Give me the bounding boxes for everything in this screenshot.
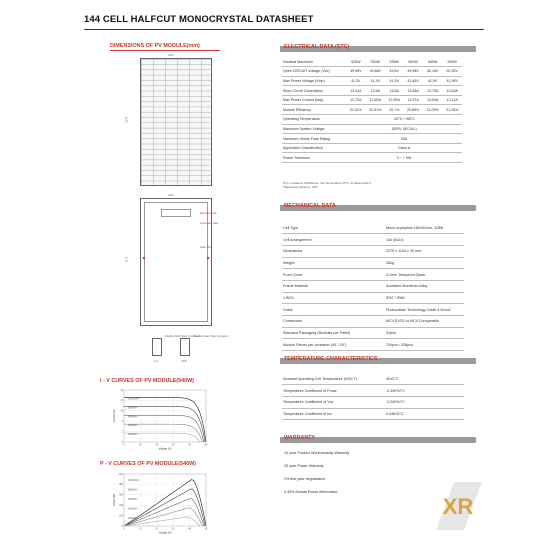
table-cell: Photovoltaic Technology Cable 4.0mm2 — [386, 304, 464, 316]
module-back-view — [140, 198, 212, 326]
table-cell: Short Circuit Current(Isc) — [282, 86, 346, 96]
table-cell: 13,68A — [403, 86, 423, 96]
table-row — [282, 292, 464, 304]
table-row — [282, 124, 462, 134]
y-axis-label: Power (W) — [113, 493, 116, 507]
table-cell: Front Cover — [282, 269, 386, 281]
table-cell: 21,28% — [442, 105, 462, 115]
table-cell: 535W — [385, 57, 403, 67]
table-row — [282, 408, 464, 420]
table-cell: Dimensions — [282, 245, 386, 257]
series-label: 400W/m² — [128, 507, 138, 511]
table-cell: 13,04A — [423, 95, 443, 105]
x-tick-label: 0 — [123, 528, 125, 531]
x-tick-label: 40 — [188, 444, 191, 447]
table-cell: 12,72A — [346, 95, 366, 105]
table-cell: Nominal Operating Cell Temperature (NOCT) — [282, 373, 386, 385]
table-cell: 540W — [403, 57, 423, 67]
stc-note-line: STC: Irradiance 1000W/m2, Cell Temperature 25°C, Air Mass AM1.5 — [283, 181, 371, 185]
table-cell: 12,80A — [366, 95, 386, 105]
table-cell: 50,35V — [442, 67, 462, 77]
table-cell: Module Pieces per container (40' / 20') — [282, 339, 386, 351]
table-cell: Maximum System Voltage — [282, 124, 346, 134]
table-cell: 25A — [346, 134, 462, 144]
series-label: 200W/m² — [128, 516, 138, 520]
table-cell: Weight — [282, 257, 386, 269]
x-tick-label: 10 — [139, 444, 142, 447]
table-cell: 41,4V — [366, 76, 386, 86]
table-row — [282, 95, 462, 105]
section-a-label: A-A — [154, 360, 159, 363]
table-cell: 20,7% — [385, 105, 403, 115]
table-cell: 530W — [366, 57, 386, 67]
table-row — [282, 269, 464, 281]
table-cell: 50,16V — [423, 67, 443, 77]
tolerance-note-line: *Measuring tolerance: ±3% — [283, 185, 318, 189]
table-cell: 41,8V — [423, 76, 443, 86]
frame-a-label: Double-Sided Tape Connector — [165, 335, 200, 338]
table-cell: 144 (6x24) — [386, 234, 464, 246]
y-tick-label: 13 — [120, 400, 123, 403]
table-cell: J-BOX — [282, 292, 386, 304]
series-label: 1000W/m² — [128, 397, 140, 401]
warranty-title: WARRANTY — [284, 435, 316, 441]
x-tick-label: 30 — [171, 444, 175, 447]
brand-logo — [430, 478, 486, 534]
table-cell: 12,97A — [403, 95, 423, 105]
table-cell: -0.350%/°C — [386, 385, 464, 397]
table-row — [282, 373, 464, 385]
table-row — [282, 245, 464, 257]
table-cell: 0.046%/°C — [386, 408, 464, 420]
x-tick-label: 50 — [204, 528, 208, 531]
table-cell: -0.260%/°C — [386, 396, 464, 408]
table-cell: Class A — [346, 143, 462, 153]
table-cell: Temperature Coefficient of Pmax — [282, 385, 386, 397]
table-cell: Module Efficiency — [282, 105, 346, 115]
x-tick-label: 0 — [123, 444, 125, 447]
x-axis-label: Voltage (V) — [158, 531, 172, 535]
dimensions-rule — [110, 50, 220, 51]
temperature-table — [282, 373, 464, 420]
x-tick-label: 50 — [204, 444, 208, 447]
table-cell: 13,6A — [385, 86, 403, 96]
table-row — [282, 396, 464, 408]
series-label: 800W/m² — [128, 488, 138, 492]
list-item: 10 year Product Workmanship Warranty — [284, 451, 350, 455]
table-cell: 1500V (IEC/UL) — [346, 124, 462, 134]
y-tick-label: 10 — [120, 410, 123, 413]
series-label: 600W/m² — [128, 498, 138, 502]
table-row — [282, 316, 464, 328]
table-cell: 49,58V — [346, 67, 366, 77]
table-cell: 13,11A — [442, 95, 462, 105]
table-row — [282, 143, 462, 153]
title-rule — [84, 29, 484, 30]
dim-top-label: 1134 — [168, 54, 174, 57]
table-cell: Cable — [282, 304, 386, 316]
table-cell: 12,89A — [385, 95, 403, 105]
electrical-table — [282, 57, 462, 163]
stc-note — [283, 181, 433, 189]
series-label: 200W/m² — [128, 433, 138, 437]
list-item: 2% first year degradation — [284, 477, 325, 481]
back-dim-top-label: 1134 — [168, 194, 174, 197]
table-cell: Connectors — [282, 316, 386, 328]
table-row — [282, 67, 462, 77]
table-cell: Power Tolerance — [282, 153, 346, 163]
table-cell: 28kg — [386, 257, 464, 269]
table-cell: Cell Type — [282, 222, 386, 234]
table-cell: 21,09% — [423, 105, 443, 115]
table-cell: Frame Material — [282, 280, 386, 292]
y-tick-label: 0 — [121, 525, 123, 528]
back-dim-side-label: 2279 — [125, 256, 129, 263]
table-cell: 550W — [442, 57, 462, 67]
table-cell: IP67 / IP68 — [386, 292, 464, 304]
table-cell: Application Classification — [282, 143, 346, 153]
table-cell: 41,96V — [442, 76, 462, 86]
table-row — [282, 86, 462, 96]
frame-section-b — [180, 338, 190, 356]
y-tick-label: 360 — [119, 494, 123, 497]
table-cell: 704pcs / 328pcs — [386, 339, 464, 351]
table-cell: Max Power Voltage (Vmp) — [282, 76, 346, 86]
table-cell: 13,83A — [442, 86, 462, 96]
logo-text: XR — [442, 494, 474, 519]
table-cell: 41,65V — [403, 76, 423, 86]
dim-side-label: 2279 — [125, 116, 129, 123]
y-tick-label: 16 — [120, 389, 123, 392]
table-row — [282, 115, 462, 125]
table-cell: 525W — [346, 57, 366, 67]
table-cell: Cell Arrangement — [282, 234, 386, 246]
y-tick-label: 600 — [119, 473, 123, 476]
table-cell: 545W — [423, 57, 443, 67]
table-cell: Temperature Coefficient of Isc — [282, 408, 386, 420]
module-front-view — [140, 58, 212, 186]
table-cell: Temperature Coefficient of Voc — [282, 396, 386, 408]
table-cell: 13,75A — [423, 86, 443, 96]
table-cell: MC4 EVO2 or MC4 Comparable — [386, 316, 464, 328]
table-row — [282, 153, 462, 163]
series-label: 600W/m² — [128, 415, 138, 419]
table-cell: 0 ~ + 5W — [346, 153, 462, 163]
table-row — [282, 234, 464, 246]
table-cell: 3.2mm Tempered Glass — [386, 269, 464, 281]
y-tick-label: 480 — [119, 484, 123, 487]
table-cell: Mono-crystalline 182x91mm, 11BB — [386, 222, 464, 234]
table-row — [282, 257, 464, 269]
iv-chart-title: I - V CURVES OF PV MODULE(540W) — [100, 378, 194, 384]
x-tick-label: 20 — [155, 444, 159, 447]
frame-b-label: Double-Sided Tape Connector — [194, 335, 229, 338]
table-cell: 32pcs — [386, 327, 464, 339]
y-tick-label: 6 — [121, 421, 123, 423]
table-cell: 20,51% — [366, 105, 386, 115]
table-row — [282, 327, 464, 339]
table-cell: Operating Temperature — [282, 115, 346, 125]
table-cell: 13,5A — [366, 86, 386, 96]
series-label: 400W/m² — [128, 424, 138, 428]
iv-chart — [112, 386, 224, 452]
table-cell: Nominal Maximum — [282, 57, 346, 67]
series-label: 800W/m² — [128, 406, 138, 410]
table-cell: -40°C~+85°C — [346, 115, 462, 125]
dimensions-title: DIMENSIONS OF PV MODULE(mm) — [110, 43, 200, 49]
table-cell: 45±2°C — [386, 373, 464, 385]
list-item: 0.45% Annual Power Attenuation — [284, 490, 338, 494]
series-label: 1000W/m² — [128, 479, 140, 483]
table-cell: Standard Packaging (Modules per Pallet) — [282, 327, 386, 339]
table-cell: Maximum Series Fuse Rating — [282, 134, 346, 144]
table-cell: 41,3V — [346, 76, 366, 86]
x-tick-label: 30 — [171, 528, 175, 531]
mounting-hole-label: Mounting Hole — [200, 212, 217, 215]
x-tick-label: 40 — [188, 528, 191, 531]
table-cell: 2279 x 1134 x 35 mm — [386, 245, 464, 257]
table-cell: Open CIRCUIT Voltage (Voc) — [282, 67, 346, 77]
table-row — [282, 134, 462, 144]
table-cell: 49,8V — [385, 67, 403, 77]
electrical-header-row — [282, 57, 462, 67]
y-tick-label: 120 — [119, 515, 123, 518]
y-tick-label: 0 — [121, 441, 123, 444]
pv-chart-title: P - V CURVES OF PV MODULE(540W) — [100, 461, 196, 467]
y-axis-label: Current (A) — [113, 409, 116, 423]
table-cell: 13,41A — [346, 86, 366, 96]
table-cell: 20,31% — [346, 105, 366, 115]
table-row — [282, 222, 464, 234]
drain-hole-label: Drain Hole — [200, 246, 213, 249]
table-cell: Max Power Current (Imp) — [282, 95, 346, 105]
mechanical-table — [282, 222, 464, 351]
ground-hole-label: Grounding Hole — [200, 222, 219, 225]
table-row — [282, 76, 462, 86]
table-cell: 41,5V — [385, 76, 403, 86]
y-tick-label: 3 — [121, 431, 123, 434]
warranty-list — [284, 451, 349, 503]
list-item: 25 year Power Warranty — [284, 464, 324, 468]
table-row — [282, 385, 464, 397]
temperature-title: TEMPERATURE CHARACTERISTICS — [284, 356, 378, 362]
x-tick-label: 10 — [139, 528, 142, 531]
table-row — [282, 105, 462, 115]
table-cell: 49,98V — [403, 67, 423, 77]
pv-chart — [112, 470, 224, 536]
table-row — [282, 280, 464, 292]
section-b-label: B-B — [182, 360, 187, 363]
page-title: 144 CELL HALFCUT MONOCRYSTAL DATASHEET — [84, 14, 314, 25]
x-tick-label: 20 — [155, 528, 159, 531]
electrical-title: ELECTRICAL DATA (STC) — [284, 44, 350, 50]
y-tick-label: 240 — [119, 505, 123, 507]
table-row — [282, 339, 464, 351]
frame-section-a — [152, 338, 162, 356]
mechanical-title: MECHANICAL DATA — [284, 203, 336, 209]
table-cell: 20,89% — [403, 105, 423, 115]
table-row — [282, 304, 464, 316]
table-cell: 49,68V — [366, 67, 386, 77]
x-axis-label: Voltage (V) — [158, 447, 172, 451]
table-cell: Anodized Aluminum Alloy — [386, 280, 464, 292]
